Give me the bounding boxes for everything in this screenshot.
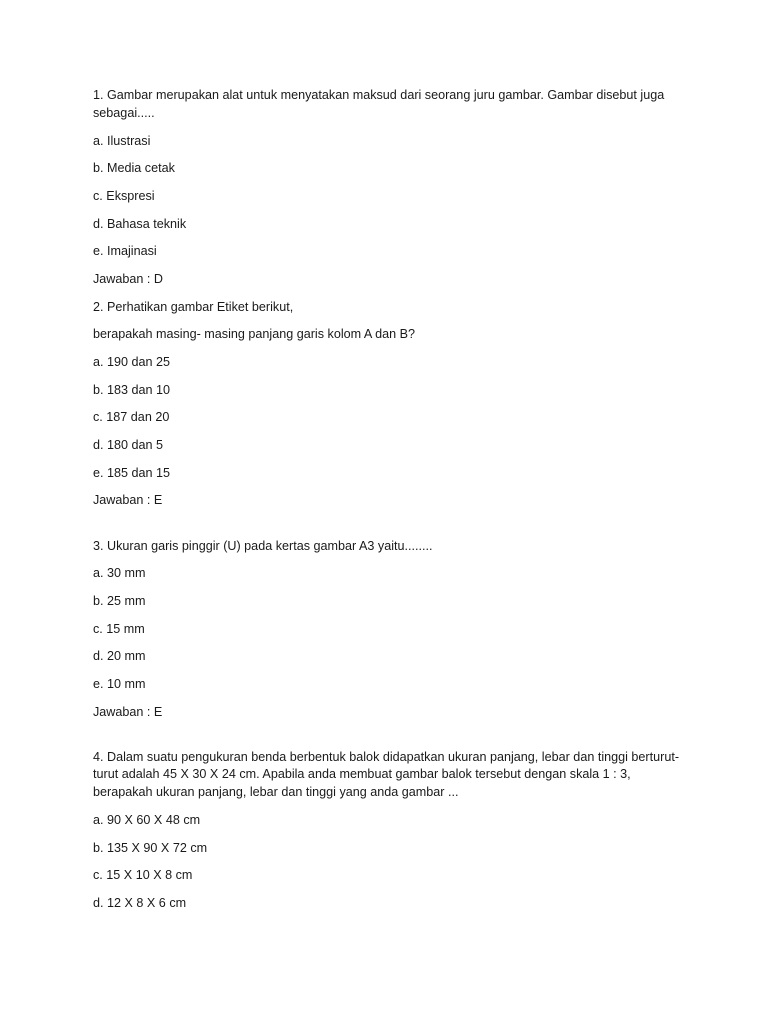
- question-2-option-c: c. 187 dan 20: [93, 410, 170, 425]
- document-content: [93, 87, 683, 923]
- question-3-option-a: a. 30 mm: [93, 566, 146, 581]
- question-2-text-continued: berapakah masing- masing panjang garis kolom A dan B?: [93, 327, 416, 342]
- question-2-text: 2. Perhatikan gambar Etiket berikut,: [93, 299, 294, 314]
- question-1-option-d: d. Bahasa teknik: [93, 216, 187, 231]
- question-2-option-a: a. 190 dan 25: [93, 355, 171, 369]
- question-3-option-b: b. 25 mm: [93, 594, 146, 608]
- question-3-text: 3. Ukuran garis pinggir (U) pada kertas gambar A3 yaitu........: [93, 538, 433, 553]
- paragraph-gap: [93, 731, 683, 749]
- question-1-option-a: a. Ilustrasi: [93, 133, 151, 148]
- question-4-option-c: c. 15 X 10 X 8 cm: [93, 868, 193, 883]
- paragraph-gap: [93, 520, 683, 538]
- question-3-option-c: c. 15 mm: [93, 621, 145, 636]
- question-4-text: 4. Dalam suatu pengukuran benda berbentuk balok didapatkan ukuran panjang, lebar dan tinggi berturut- turut adalah 45 X 30 X 24 cm. Apabila anda membuat gambar balok tersebut dengan skala 1 : 3, berapakah ukuran panjang, lebar dan tinggi yang anda gambar ...: [93, 749, 680, 799]
- question-4-option-a: a. 90 X 60 X 48 cm: [93, 812, 201, 827]
- question-3-option-e: e. 10 mm: [93, 677, 146, 692]
- question-4-option-b: b. 135 X 90 X 72 cm: [93, 840, 208, 855]
- question-3-option-d: d. 20 mm: [93, 649, 146, 664]
- question-4-option-d: d. 12 X 8 X 6 cm: [93, 896, 187, 910]
- question-1-option-e: e. Imajinasi: [93, 244, 157, 259]
- question-1-option-b: b. Media cetak: [93, 161, 175, 176]
- question-1-text: 1. Gambar merupakan alat untuk menyatakan maksud dari seorang juru gambar. Gambar disebut juga sebagai.....: [93, 88, 665, 120]
- question-2-option-e: e. 185 dan 15: [93, 465, 171, 480]
- question-2-option-b: b. 183 dan 10: [93, 382, 171, 397]
- question-1-answer: Jawaban : D: [93, 271, 164, 286]
- question-1-option-c: c. Ekspresi: [93, 188, 155, 203]
- question-2-answer: Jawaban : E: [93, 493, 163, 508]
- question-2-option-d: d. 180 dan 5: [93, 438, 164, 453]
- question-3-answer: Jawaban : E: [93, 704, 163, 719]
